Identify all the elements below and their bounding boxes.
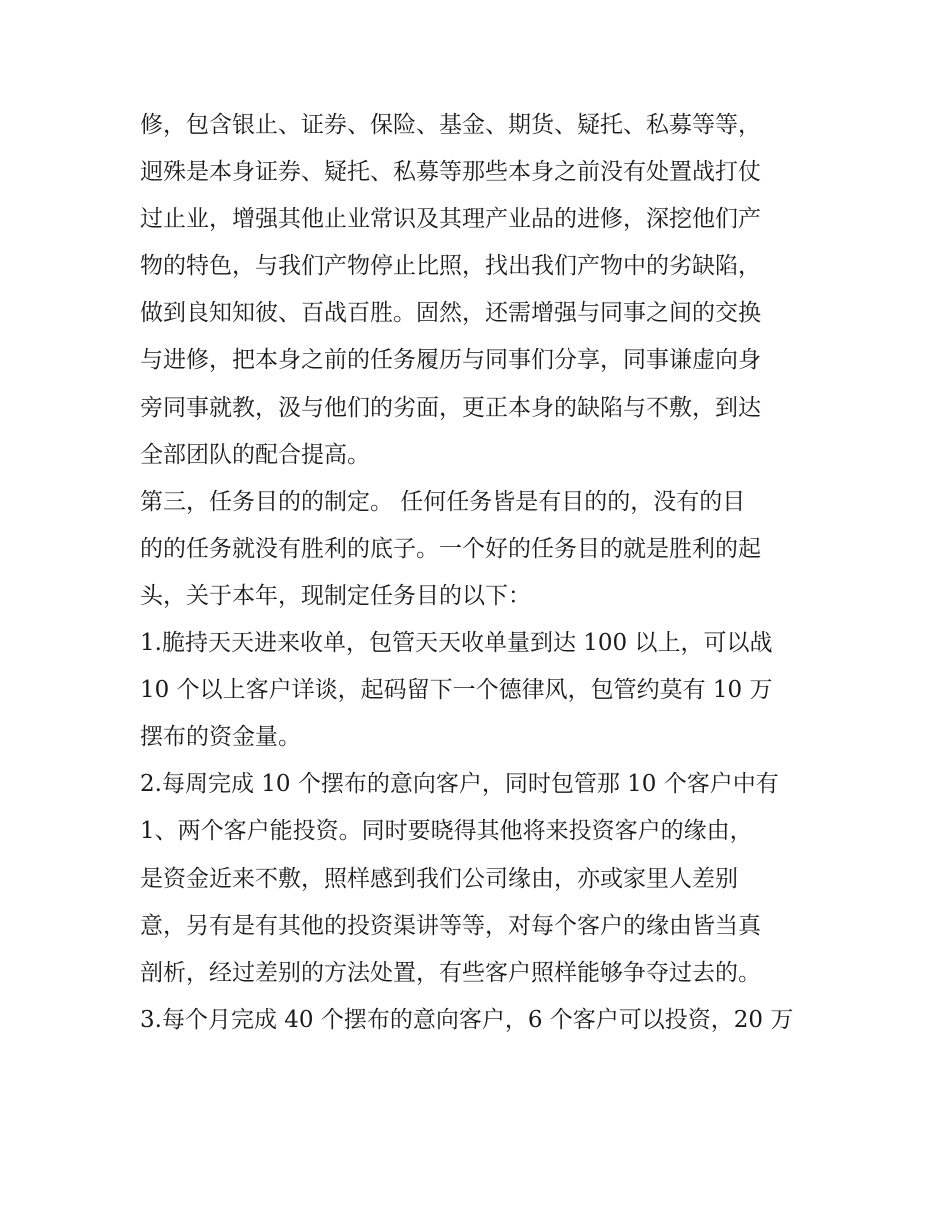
text-line: 3.每个月完成 40 个摆布的意向客户，6 个客户可以投资，20 万 — [140, 1006, 794, 1033]
text-line: 意，另有是有其他的投资渠讲等等，对每个客户的缘由皆当真 — [140, 912, 761, 939]
text-line: 的的任务就没有胜利的底子。一个好的任务目的就是胜利的起 — [140, 535, 761, 562]
text-line: 修，包含银止、证券、保险、基金、期货、疑托、私募等等， — [140, 112, 761, 138]
text-line: 剖析，经过差别的方法处置，有些客户照样能够争夺过去的。 — [140, 959, 761, 986]
text-line: 第三，任务目的的制定。 任何任务皆是有目的的，没有的目 — [140, 488, 746, 515]
text-line: 是资金近来不敷，照样感到我们公司缘由，亦或家里人差别 — [140, 865, 738, 892]
text-line: 物的特色，与我们产物停止比照，找出我们产物中的劣缺陷， — [140, 253, 761, 280]
text-line: 过止业，增强其他止业常识及其理产业品的进修，深挖他们产 — [140, 206, 761, 233]
text-line: 做到良知知彼、百战百胜。固然，还需增强与同事之间的交换 — [140, 300, 761, 327]
text-line: 2.每周完成 10 个摆布的意向客户，同时包管那 10 个客户中有 — [140, 771, 779, 798]
text-line: 旁同事就教，汲与他们的劣面，更正本身的缺陷与不敷，到达 — [140, 394, 761, 421]
body-text — [140, 102, 830, 1044]
text-line: 1.脆持天天进来收单，包管天天收单量到达 100 以上，可以战 — [140, 630, 773, 657]
text-line: 与进修，把本身之前的任务履历与同事们分享，同事谦虚向身 — [140, 347, 761, 374]
text-line: 摆布的资金量。 — [140, 724, 301, 751]
text-line: 全部团队的配合提高。 — [140, 441, 370, 468]
text-line: 头，关于本年，现制定任务目的以下： — [140, 582, 531, 609]
text-line: 10 个以上客户详谈，起码留下一个德律风，包管约莫有 10 万 — [140, 677, 773, 704]
text-line: 迥殊是本身证券、疑托、私募等那些本身之前没有处置战打仗 — [140, 159, 761, 186]
text-line: 1、两个客户能投资。同时要晓得其他将来投资客户的缘由， — [140, 818, 753, 845]
